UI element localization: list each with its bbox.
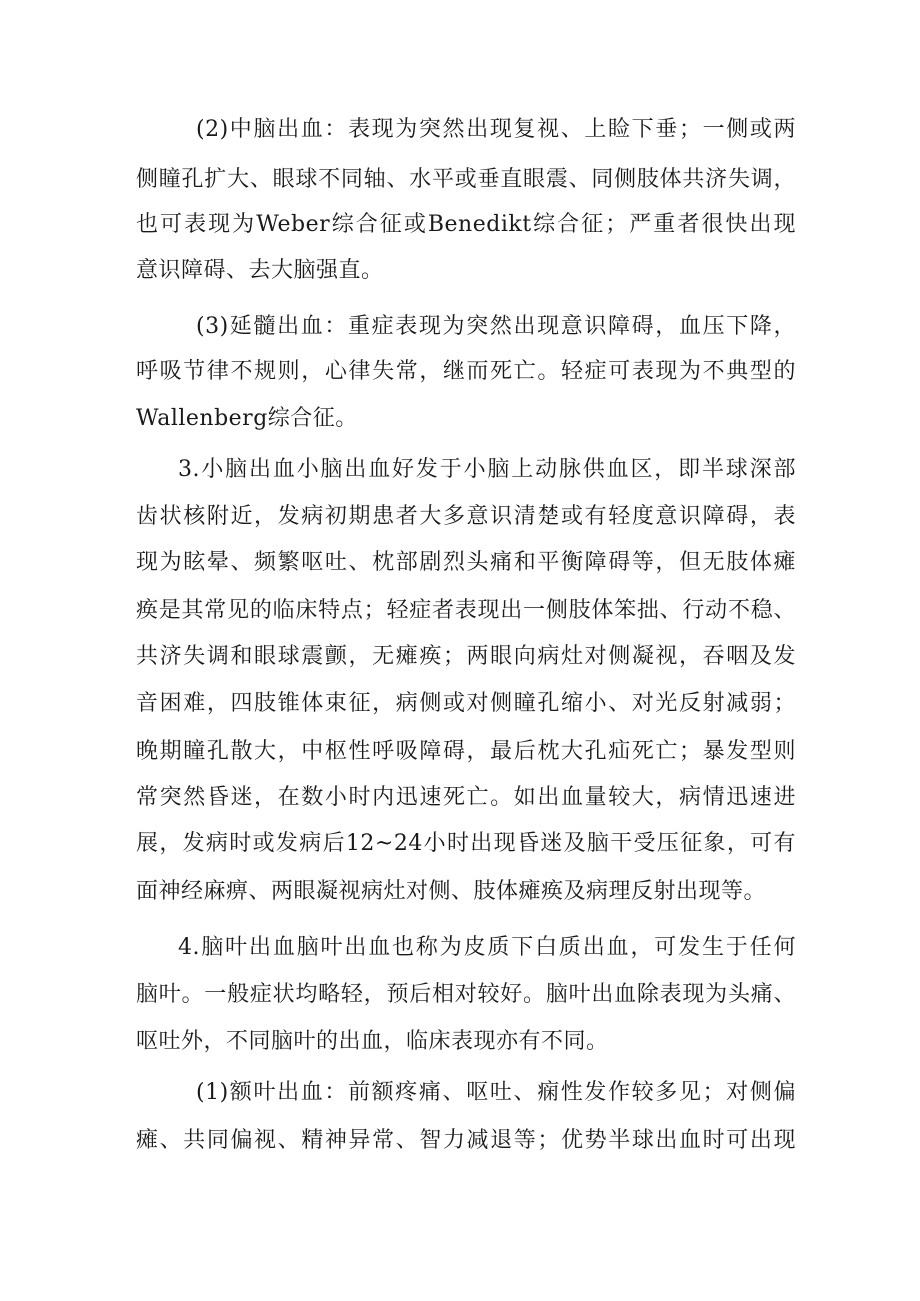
text-line: (1)额叶出血：前额疼痛、呕吐、痫性发作较多见；对侧偏 <box>196 1080 796 1105</box>
text-line: 面神经麻痹、两眼凝视病灶对侧、肢体瘫痪及病理反射出现等。 <box>136 879 767 904</box>
text-line: 展，发病时或发病后12~24小时出现昏迷及脑干受压征象，可有 <box>136 831 796 856</box>
text-line: 晚期瞳孔散大，中枢性呼吸障碍，最后枕大孔疝死亡；暴发型则 <box>136 739 796 764</box>
text-line: 呕吐外，不同脑叶的出血，临床表现亦有不同。 <box>136 1029 609 1054</box>
text-line: 3.小脑出血小脑出血好发于小脑上动脉供血区，即半球深部 <box>178 457 796 482</box>
text-line: 现为眩晕、频繁呕吐、枕部剧烈头痛和平衡障碍等，但无肢体瘫 <box>136 550 796 575</box>
text-line: 瘫、共同偏视、精神异常、智力减退等；优势半球出血时可出现 <box>136 1128 796 1153</box>
text-line: 共济失调和眼球震颤，无瘫痪；两眼向病灶对侧凝视，吞咽及发 <box>136 644 796 669</box>
text-line: (3)延髓出血：重症表现为突然出现意识障碍，血压下降， <box>196 314 796 339</box>
text-line: (2)中脑出血：表现为突然出现复视、上睑下垂；一侧或两 <box>196 117 796 142</box>
text-line: 也可表现为Weber综合征或Benedikt综合征；严重者很快出现 <box>136 212 796 237</box>
text-line: 痪是其常见的临床特点；轻症者表现出一侧肢体笨拙、行动不稳、 <box>136 598 796 623</box>
text-line: 意识障碍、去大脑强直。 <box>136 258 384 283</box>
text-line: 齿状核附近，发病初期患者大多意识清楚或有轻度意识障碍，表 <box>136 504 796 529</box>
text-line: 侧瞳孔扩大、眼球不同轴、水平或垂直眼震、同侧肢体共济失调， <box>136 167 796 192</box>
text-line: 常突然昏迷，在数小时内迅速死亡。如出血量较大，病情迅速进 <box>136 785 796 810</box>
text-line: 脑叶。一般症状均略轻，预后相对较好。脑叶出血除表现为头痛、 <box>136 982 796 1007</box>
text-line: 音困难，四肢锥体束征，病侧或对侧瞳孔缩小、对光反射减弱； <box>136 691 796 716</box>
text-line: Wallenberg综合征。 <box>136 406 358 431</box>
text-line: 4.脑叶出血脑叶出血也称为皮质下白质出血，可发生于任何 <box>178 935 796 960</box>
text-line: 呼吸节律不规则，心律失常，继而死亡。轻症可表现为不典型的 <box>136 359 796 384</box>
